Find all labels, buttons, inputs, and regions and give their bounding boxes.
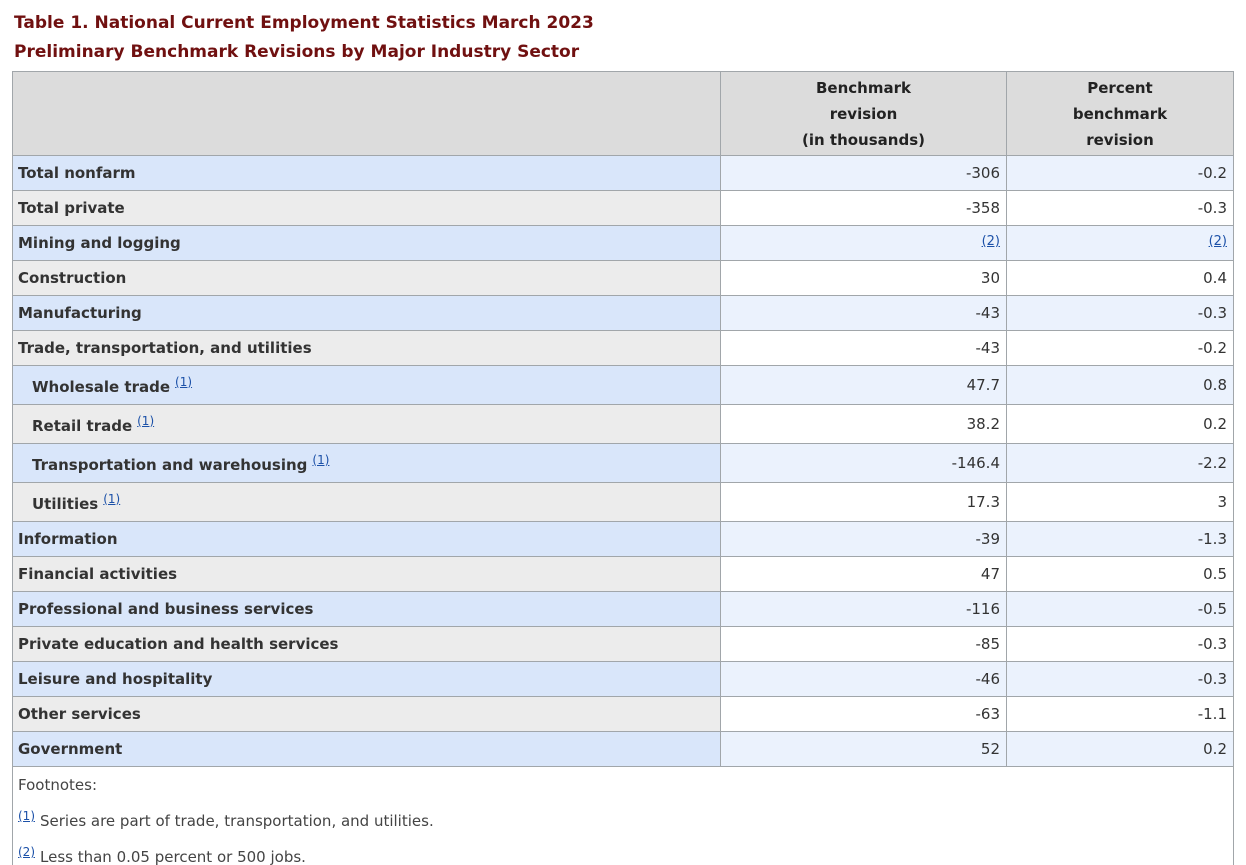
row-label-cell [13,662,721,697]
benchmark-value: -358 [721,191,1007,226]
footnote-item-1 [18,805,1225,832]
row-label-cell [13,156,721,191]
table-title-line-2: Preliminary Benchmark Revisions by Major Industry Sector [14,42,580,62]
benchmark-value: 17.3 [721,483,1007,522]
benchmark-value: -63 [721,697,1007,732]
benchmark-value: 52 [721,732,1007,767]
percent-value: 0.2 [1007,732,1234,767]
row-label: Information [18,530,118,548]
table-row [13,331,1234,366]
row-label-cell [13,697,721,732]
benchmark-value: 47.7 [721,366,1007,405]
benchmark-value: -146.4 [721,444,1007,483]
row-label-cell [13,732,721,767]
benchmark-value: -306 [721,156,1007,191]
benchmark-value: 47 [721,557,1007,592]
header-row [13,72,1234,156]
table-row [13,557,1234,592]
benchmark-value: 30 [721,261,1007,296]
footnote-ref-link[interactable]: (2) [981,234,1000,249]
row-label: Utilities [32,494,99,513]
footnote-text-2: Less than 0.05 percent or 500 jobs. [40,848,306,865]
table-row [13,366,1234,405]
footnote-link-1[interactable]: (1) [18,809,35,823]
table-row [13,732,1234,767]
row-label: Government [18,740,123,758]
benchmark-value: -43 [721,296,1007,331]
row-label-cell [13,261,721,296]
row-label: Financial activities [18,565,178,583]
table-row [13,662,1234,697]
table-row [13,697,1234,732]
table-row [13,522,1234,557]
table-row [13,191,1234,226]
row-label-cell [13,557,721,592]
percent-value: 0.5 [1007,557,1234,592]
benchmark-revisions-table [12,71,1234,865]
row-label: Transportation and warehousing [32,455,308,474]
row-label-cell [13,405,721,444]
percent-value: -0.2 [1007,331,1234,366]
percent-value: -1.3 [1007,522,1234,557]
col-header-percent-benchmark-revision: Percent benchmark revision [1007,72,1234,156]
benchmark-value: -46 [721,662,1007,697]
row-label: Trade, transportation, and utilities [18,339,312,357]
row-label-cell [13,191,721,226]
table-row [13,296,1234,331]
footnotes-row [13,767,1234,865]
row-label-cell [13,366,721,405]
row-label: Professional and business services [18,600,314,618]
table-footer [13,767,1234,865]
footnote-ref-link[interactable]: (1) [137,413,155,428]
row-label-cell [13,331,721,366]
row-label: Wholesale trade [32,377,171,396]
row-label-cell [13,296,721,331]
percent-value: -0.3 [1007,296,1234,331]
col-header-industry [13,72,721,156]
row-label: Total nonfarm [18,164,136,182]
table-row [13,592,1234,627]
row-label-cell [13,522,721,557]
row-label: Manufacturing [18,304,142,322]
percent-value: 0.4 [1007,261,1234,296]
table-row [13,156,1234,191]
benchmark-value: 38.2 [721,405,1007,444]
table-row [13,261,1234,296]
footnote-ref-link[interactable]: (1) [175,374,193,389]
row-label-cell [13,627,721,662]
benchmark-value: -43 [721,331,1007,366]
table-row [13,627,1234,662]
row-label: Private education and health services [18,635,339,653]
row-label: Total private [18,199,125,217]
table-row [13,405,1234,444]
percent-value: 3 [1007,483,1234,522]
table-title [0,0,1246,71]
row-label-cell [13,483,721,522]
percent-value: 0.2 [1007,405,1234,444]
row-label: Mining and logging [18,234,181,252]
footnotes-cell [13,767,1234,865]
row-label: Retail trade [32,416,133,435]
footnote-ref-link[interactable]: (2) [1208,234,1227,249]
percent-value-cell [1007,226,1234,261]
table-title-line-1: Table 1. National Current Employment Statistics March 2023 [14,13,594,33]
footnote-text-1: Series are part of trade, transportation, and utilities. [40,812,434,830]
footnote-item-2 [18,841,1225,865]
table-header [13,72,1234,156]
footnote-ref-link[interactable]: (1) [103,491,121,506]
col-header-benchmark-revision: Benchmark revision (in thousands) [721,72,1007,156]
percent-value: 0.8 [1007,366,1234,405]
table-body [13,156,1234,767]
row-label: Leisure and hospitality [18,670,213,688]
table-row [13,226,1234,261]
percent-value: -0.2 [1007,156,1234,191]
footnote-ref-link[interactable]: (1) [312,452,330,467]
benchmark-value-cell [721,226,1007,261]
row-label-cell [13,226,721,261]
percent-value: -0.3 [1007,662,1234,697]
row-label-cell [13,592,721,627]
footnotes-heading: Footnotes: [18,776,97,794]
row-label-cell [13,444,721,483]
percent-value: -0.3 [1007,191,1234,226]
percent-value: -0.3 [1007,627,1234,662]
benchmark-value: -39 [721,522,1007,557]
row-label: Other services [18,705,141,723]
table-row [13,444,1234,483]
percent-value: -1.1 [1007,697,1234,732]
benchmark-value: -116 [721,592,1007,627]
benchmark-value: -85 [721,627,1007,662]
row-label: Construction [18,269,127,287]
percent-value: -0.5 [1007,592,1234,627]
footnote-link-2[interactable]: (2) [18,845,35,859]
table-row [13,483,1234,522]
percent-value: -2.2 [1007,444,1234,483]
